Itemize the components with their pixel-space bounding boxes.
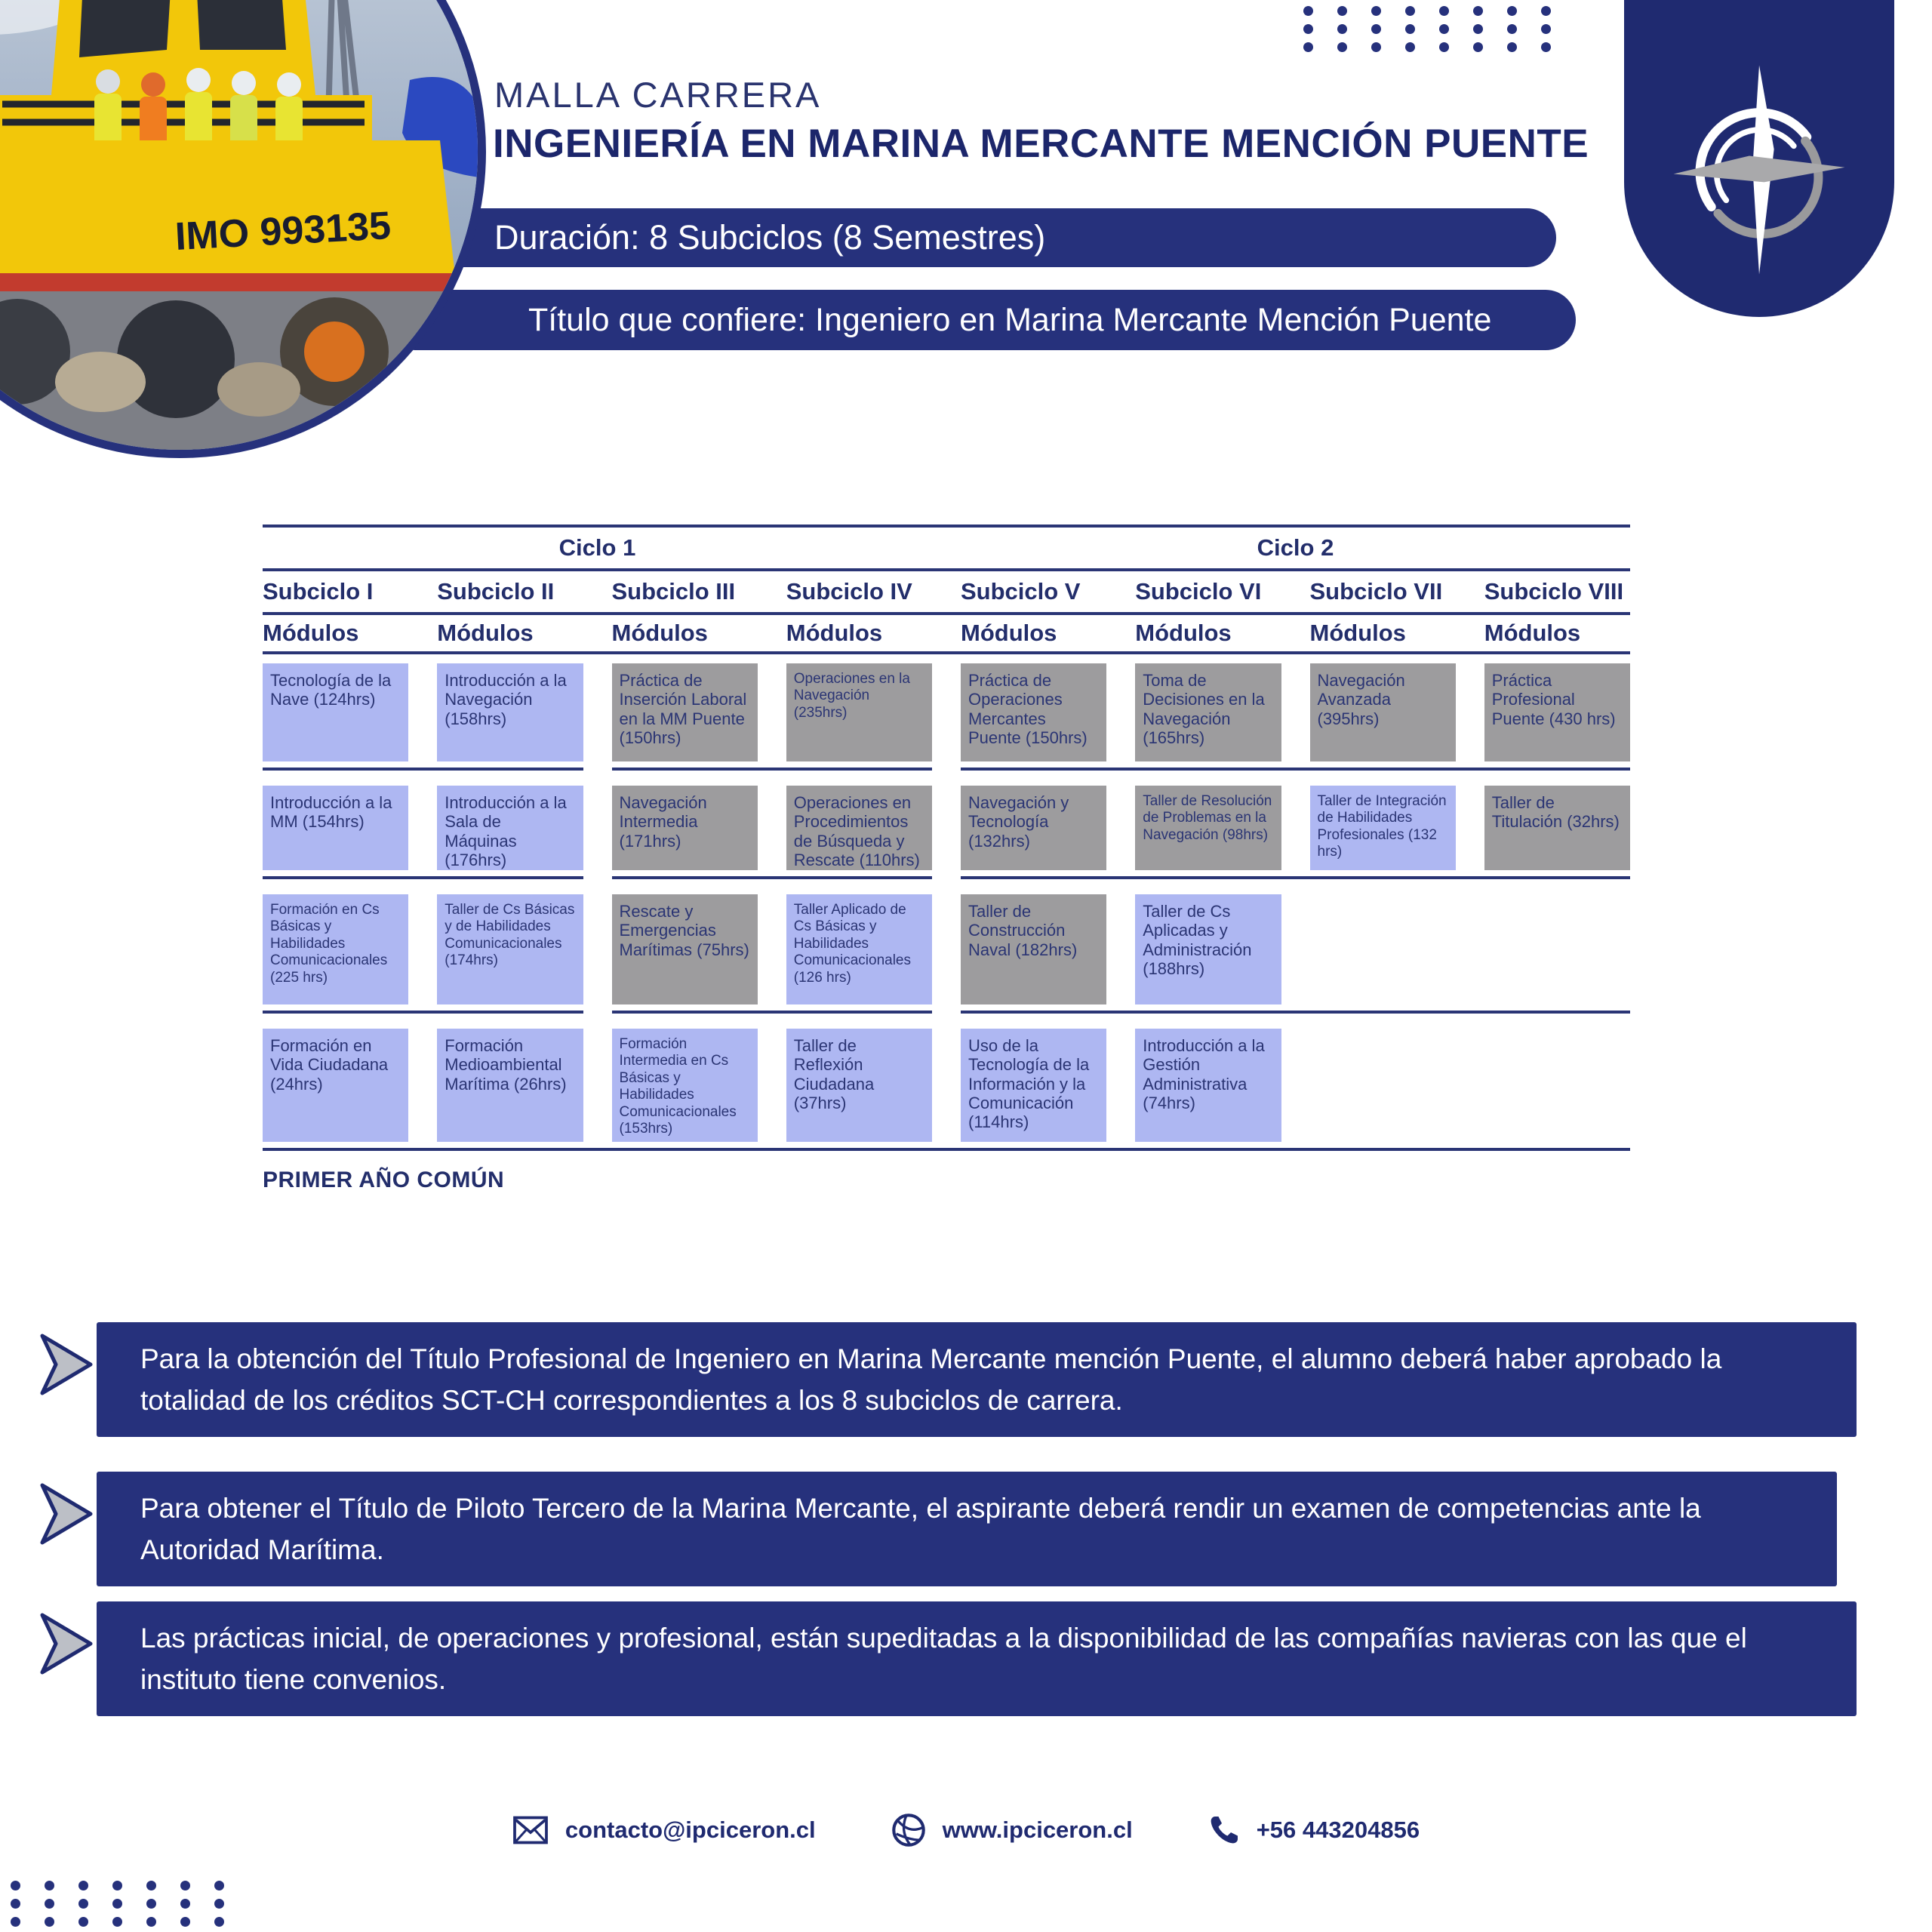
dot	[112, 1899, 122, 1909]
module-cell: Introducción a la Sala de Máquinas (176hrs)	[437, 786, 583, 870]
module-row-4	[263, 1029, 1630, 1142]
dot	[1507, 24, 1517, 34]
dot	[214, 1917, 224, 1927]
module-cell: Introducción a la Gestión Administrativa (74hrs)	[1135, 1029, 1281, 1142]
dot	[1507, 6, 1517, 16]
module-cell: Navegación Avanzada (395hrs)	[1310, 663, 1456, 761]
modules-header: Módulos	[1484, 620, 1581, 646]
page-title-kicker: MALLA CARRERA	[494, 75, 822, 115]
duration-banner	[408, 208, 1556, 267]
row-separator	[263, 761, 1630, 777]
modules-header: Módulos	[961, 620, 1057, 646]
first-year-common-label: PRIMER AÑO COMÚN	[263, 1168, 505, 1192]
module-cell: Toma de Decisiones en la Navegación (165hrs)	[1135, 663, 1281, 761]
phone-text: +56 443204856	[1256, 1817, 1420, 1843]
dot	[214, 1899, 224, 1909]
curriculum-table	[263, 525, 1630, 1193]
email-text: contacto@ipciceron.cl	[565, 1817, 816, 1843]
dot	[45, 1899, 54, 1909]
module-cell-empty	[1310, 894, 1456, 1004]
module-cell: Práctica de Operaciones Mercantes Puente (150hrs)	[961, 663, 1106, 761]
module-cell: Navegación Intermedia (171hrs)	[612, 786, 758, 870]
module-cell: Operaciones en Procedimientos de Búsqueda y Rescate (110hrs)	[786, 786, 932, 870]
dot	[112, 1881, 122, 1890]
module-cell: Taller de Titulación (32hrs)	[1484, 786, 1630, 870]
note-3-text: Las prácticas inicial, de operaciones y profesional, están supeditadas a la disponibilidad de las compañías navieras con las que el instituto tiene convenios.	[140, 1622, 1747, 1695]
subcycle-header: Subciclo VI	[1135, 578, 1262, 605]
subcycle-header: Subciclo IV	[786, 578, 912, 605]
note-1-text: Para la obtención del Título Profesional de Ingeniero en Marina Mercante mención Puente, el alumno deberá haber aprobado la totalidad de los créditos SCT-CH correspondientes a los 8 subciclos de carrera.	[140, 1343, 1722, 1416]
arrow-icon	[38, 1611, 100, 1677]
table-bottom-rule	[263, 1142, 1630, 1157]
dot	[146, 1917, 156, 1927]
dot	[1439, 24, 1449, 34]
dot	[1337, 6, 1347, 16]
module-cell: Operaciones en la Navegación (235hrs)	[786, 663, 932, 761]
module-row-2	[263, 786, 1630, 870]
dot	[180, 1881, 190, 1890]
dot	[112, 1917, 122, 1927]
dot	[1371, 6, 1381, 16]
subcycle-header: Subciclo V	[961, 578, 1081, 605]
phone-icon	[1208, 1814, 1240, 1846]
dot	[1473, 24, 1483, 34]
module-cell: Uso de la Tecnología de la Información y la Comunicación (114hrs)	[961, 1029, 1106, 1142]
website-text: www.ipciceron.cl	[942, 1817, 1133, 1843]
duration-banner-text: Duración: 8 Subciclos (8 Semestres)	[494, 218, 1046, 257]
email-contact[interactable]	[512, 1815, 816, 1845]
dot	[1439, 42, 1449, 52]
module-cell: Taller de Resolución de Problemas en la Navegación (98hrs)	[1135, 786, 1281, 870]
module-cell: Taller de Integración de Habilidades Profesionales (132 hrs)	[1310, 786, 1456, 870]
module-row-1	[263, 663, 1630, 761]
subcycle-header: Subciclo VIII	[1484, 578, 1624, 605]
modules-header: Módulos	[263, 620, 359, 646]
module-row-3	[263, 894, 1630, 1004]
dot	[180, 1899, 190, 1909]
module-cell: Formación en Cs Básicas y Habilidades Comunicacionales (225 hrs)	[263, 894, 408, 1004]
dot	[1337, 24, 1347, 34]
modules-header: Módulos	[1135, 620, 1232, 646]
module-cell: Taller de Construcción Naval (182hrs)	[961, 894, 1106, 1004]
subcycle-header: Subciclo I	[263, 578, 374, 605]
dot	[1303, 6, 1313, 16]
row-separator	[263, 870, 1630, 885]
module-cell: Formación Medioambiental Marítima (26hrs)	[437, 1029, 583, 1142]
dot	[1473, 6, 1483, 16]
module-cell: Formación Intermedia en Cs Básicas y Habilidades Comunicacionales (153hrs)	[612, 1029, 758, 1142]
dot	[1439, 6, 1449, 16]
dot	[1303, 42, 1313, 52]
dot	[1541, 24, 1551, 34]
dot	[1541, 6, 1551, 16]
dot	[1405, 42, 1415, 52]
dot	[146, 1881, 156, 1890]
dot	[1473, 42, 1483, 52]
dot	[45, 1881, 54, 1890]
row-separator	[263, 1004, 1630, 1020]
cycle-2-label: Ciclo 2	[1257, 534, 1334, 561]
compass-logo-icon	[1669, 57, 1850, 283]
dot	[1405, 6, 1415, 16]
subcycle-header: Subciclo II	[437, 578, 555, 605]
dot	[1303, 24, 1313, 34]
module-cell: Tecnología de la Nave (124hrs)	[263, 663, 408, 761]
imo-number-text: IMO 993135	[174, 204, 392, 259]
dot	[11, 1917, 20, 1927]
ship-photo-illustration	[0, 0, 478, 450]
note-banner-2	[97, 1472, 1837, 1586]
module-cell: Introducción a la MM (154hrs)	[263, 786, 408, 870]
note-banner-3	[97, 1601, 1857, 1716]
module-cell: Introducción a la Navegación (158hrs)	[437, 663, 583, 761]
ship-photo-circle	[0, 0, 486, 458]
dot	[1507, 42, 1517, 52]
module-cell-empty	[1484, 894, 1630, 1004]
subcycle-header: Subciclo VII	[1309, 578, 1443, 605]
cycle-header-row	[263, 525, 1630, 571]
module-cell: Taller de Reflexión Ciudadana (37hrs)	[786, 1029, 932, 1142]
page-title: INGENIERÍA EN MARINA MERCANTE MENCIÓN PUENTE	[493, 122, 1589, 166]
module-cell: Taller Aplicado de Cs Básicas y Habilidades Comunicacionales (126 hrs)	[786, 894, 932, 1004]
dot	[214, 1881, 224, 1890]
envelope-icon	[512, 1815, 549, 1845]
module-cell: Práctica de Inserción Laboral en la MM Puente (150hrs)	[612, 663, 758, 761]
degree-banner-text: Título que confiere: Ingeniero en Marina Mercante Mención Puente	[528, 301, 1492, 338]
modules-header: Módulos	[1309, 620, 1406, 646]
degree-banner	[408, 290, 1576, 350]
dot	[45, 1917, 54, 1927]
dot-grid-top-right	[1303, 6, 1551, 52]
cycle-1-label: Ciclo 1	[558, 534, 636, 561]
phone-contact[interactable]	[1208, 1814, 1420, 1846]
dot	[1405, 24, 1415, 34]
module-cell-empty	[1484, 1029, 1630, 1142]
modules-header: Módulos	[611, 620, 708, 646]
arrow-icon	[38, 1481, 100, 1547]
module-cell: Formación en Vida Ciudadana (24hrs)	[263, 1029, 408, 1142]
dot-grid-bottom-left	[11, 1881, 224, 1927]
institute-logo-badge	[1624, 0, 1894, 317]
dot	[78, 1881, 88, 1890]
note-banner-1	[97, 1322, 1857, 1437]
dot	[11, 1899, 20, 1909]
note-2-text: Para obtener el Título de Piloto Tercero de la Marina Mercante, el aspirante deberá rendir un examen de competencias ante la Autoridad Marítima.	[140, 1492, 1701, 1565]
website-contact[interactable]	[891, 1813, 1133, 1847]
dot	[1371, 24, 1381, 34]
module-cell: Práctica Profesional Puente (430 hrs)	[1484, 663, 1630, 761]
dot	[146, 1899, 156, 1909]
module-cell-empty	[1310, 1029, 1456, 1142]
dot	[78, 1917, 88, 1927]
module-cell: Taller de Cs Aplicadas y Administración (188hrs)	[1135, 894, 1281, 1004]
dot	[78, 1899, 88, 1909]
dot	[1371, 42, 1381, 52]
subcycle-header: Subciclo III	[611, 578, 736, 605]
modules-header-row	[263, 615, 1630, 654]
module-cell: Rescate y Emergencias Marítimas (75hrs)	[612, 894, 758, 1004]
subcycle-header-row	[263, 571, 1630, 615]
module-cell: Navegación y Tecnología (132hrs)	[961, 786, 1106, 870]
dot	[180, 1917, 190, 1927]
dot	[1541, 42, 1551, 52]
dot	[11, 1881, 20, 1890]
dot	[1337, 42, 1347, 52]
modules-header: Módulos	[437, 620, 534, 646]
module-cell: Taller de Cs Básicas y de Habilidades Comunicacionales (174hrs)	[437, 894, 583, 1004]
globe-icon	[891, 1813, 926, 1847]
arrow-icon	[38, 1331, 100, 1398]
contact-footer	[30, 1813, 1902, 1847]
modules-header: Módulos	[786, 620, 883, 646]
